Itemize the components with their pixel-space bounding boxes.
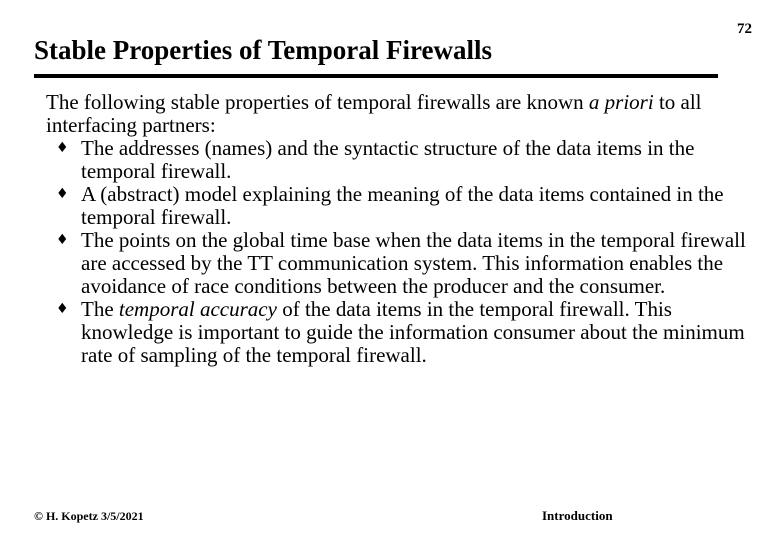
- footer-section: Introduction: [542, 508, 613, 523]
- intro-paragraph: [46, 91, 746, 137]
- bullet-text-start: The: [81, 297, 119, 321]
- bullet-text: A (abstract) model explaining the meaning of the data items contained in the temporal firewall.: [81, 182, 724, 229]
- bullet-text-end: of the data items in the temporal firewall. This knowledge is important to guide the information consumer about the minimum rate of sampling of the temporal firewall.: [81, 297, 745, 367]
- bullet-text: The points on the global time base when the data items in the temporal firewall are accessed by the TT communication system. This information enables the avoidance of race conditions between the producer and the consumer.: [81, 228, 746, 298]
- slide-title: Stable Properties of Temporal Firewalls: [34, 35, 492, 65]
- bullet-text: The addresses (names) and the syntactic structure of the data items in the temporal firewall.: [81, 136, 695, 183]
- intro-text-start: The following stable properties of temporal firewalls are known: [46, 90, 589, 114]
- page-number: 72: [737, 21, 752, 37]
- bullet-list: [46, 137, 746, 367]
- intro-italic-term: a priori: [588, 90, 654, 114]
- intro-text-end: to all interfacing partners:: [46, 90, 702, 137]
- bullet-item-model: [46, 183, 746, 229]
- title-rule: [34, 74, 718, 78]
- slide-body: [46, 91, 746, 367]
- diamond-bullet-icon: ♦: [56, 301, 69, 317]
- bullet-italic-term: temporal accuracy: [118, 297, 277, 321]
- diamond-bullet-icon: ♦: [56, 140, 69, 156]
- bullet-item-addresses: [46, 137, 746, 183]
- bullet-item-temporal-accuracy: [46, 298, 746, 367]
- diamond-bullet-icon: ♦: [56, 186, 69, 202]
- diamond-bullet-icon: ♦: [56, 232, 69, 248]
- bullet-item-time-points: [46, 229, 746, 298]
- footer-copyright: © H. Kopetz 3/5/2021: [34, 509, 144, 523]
